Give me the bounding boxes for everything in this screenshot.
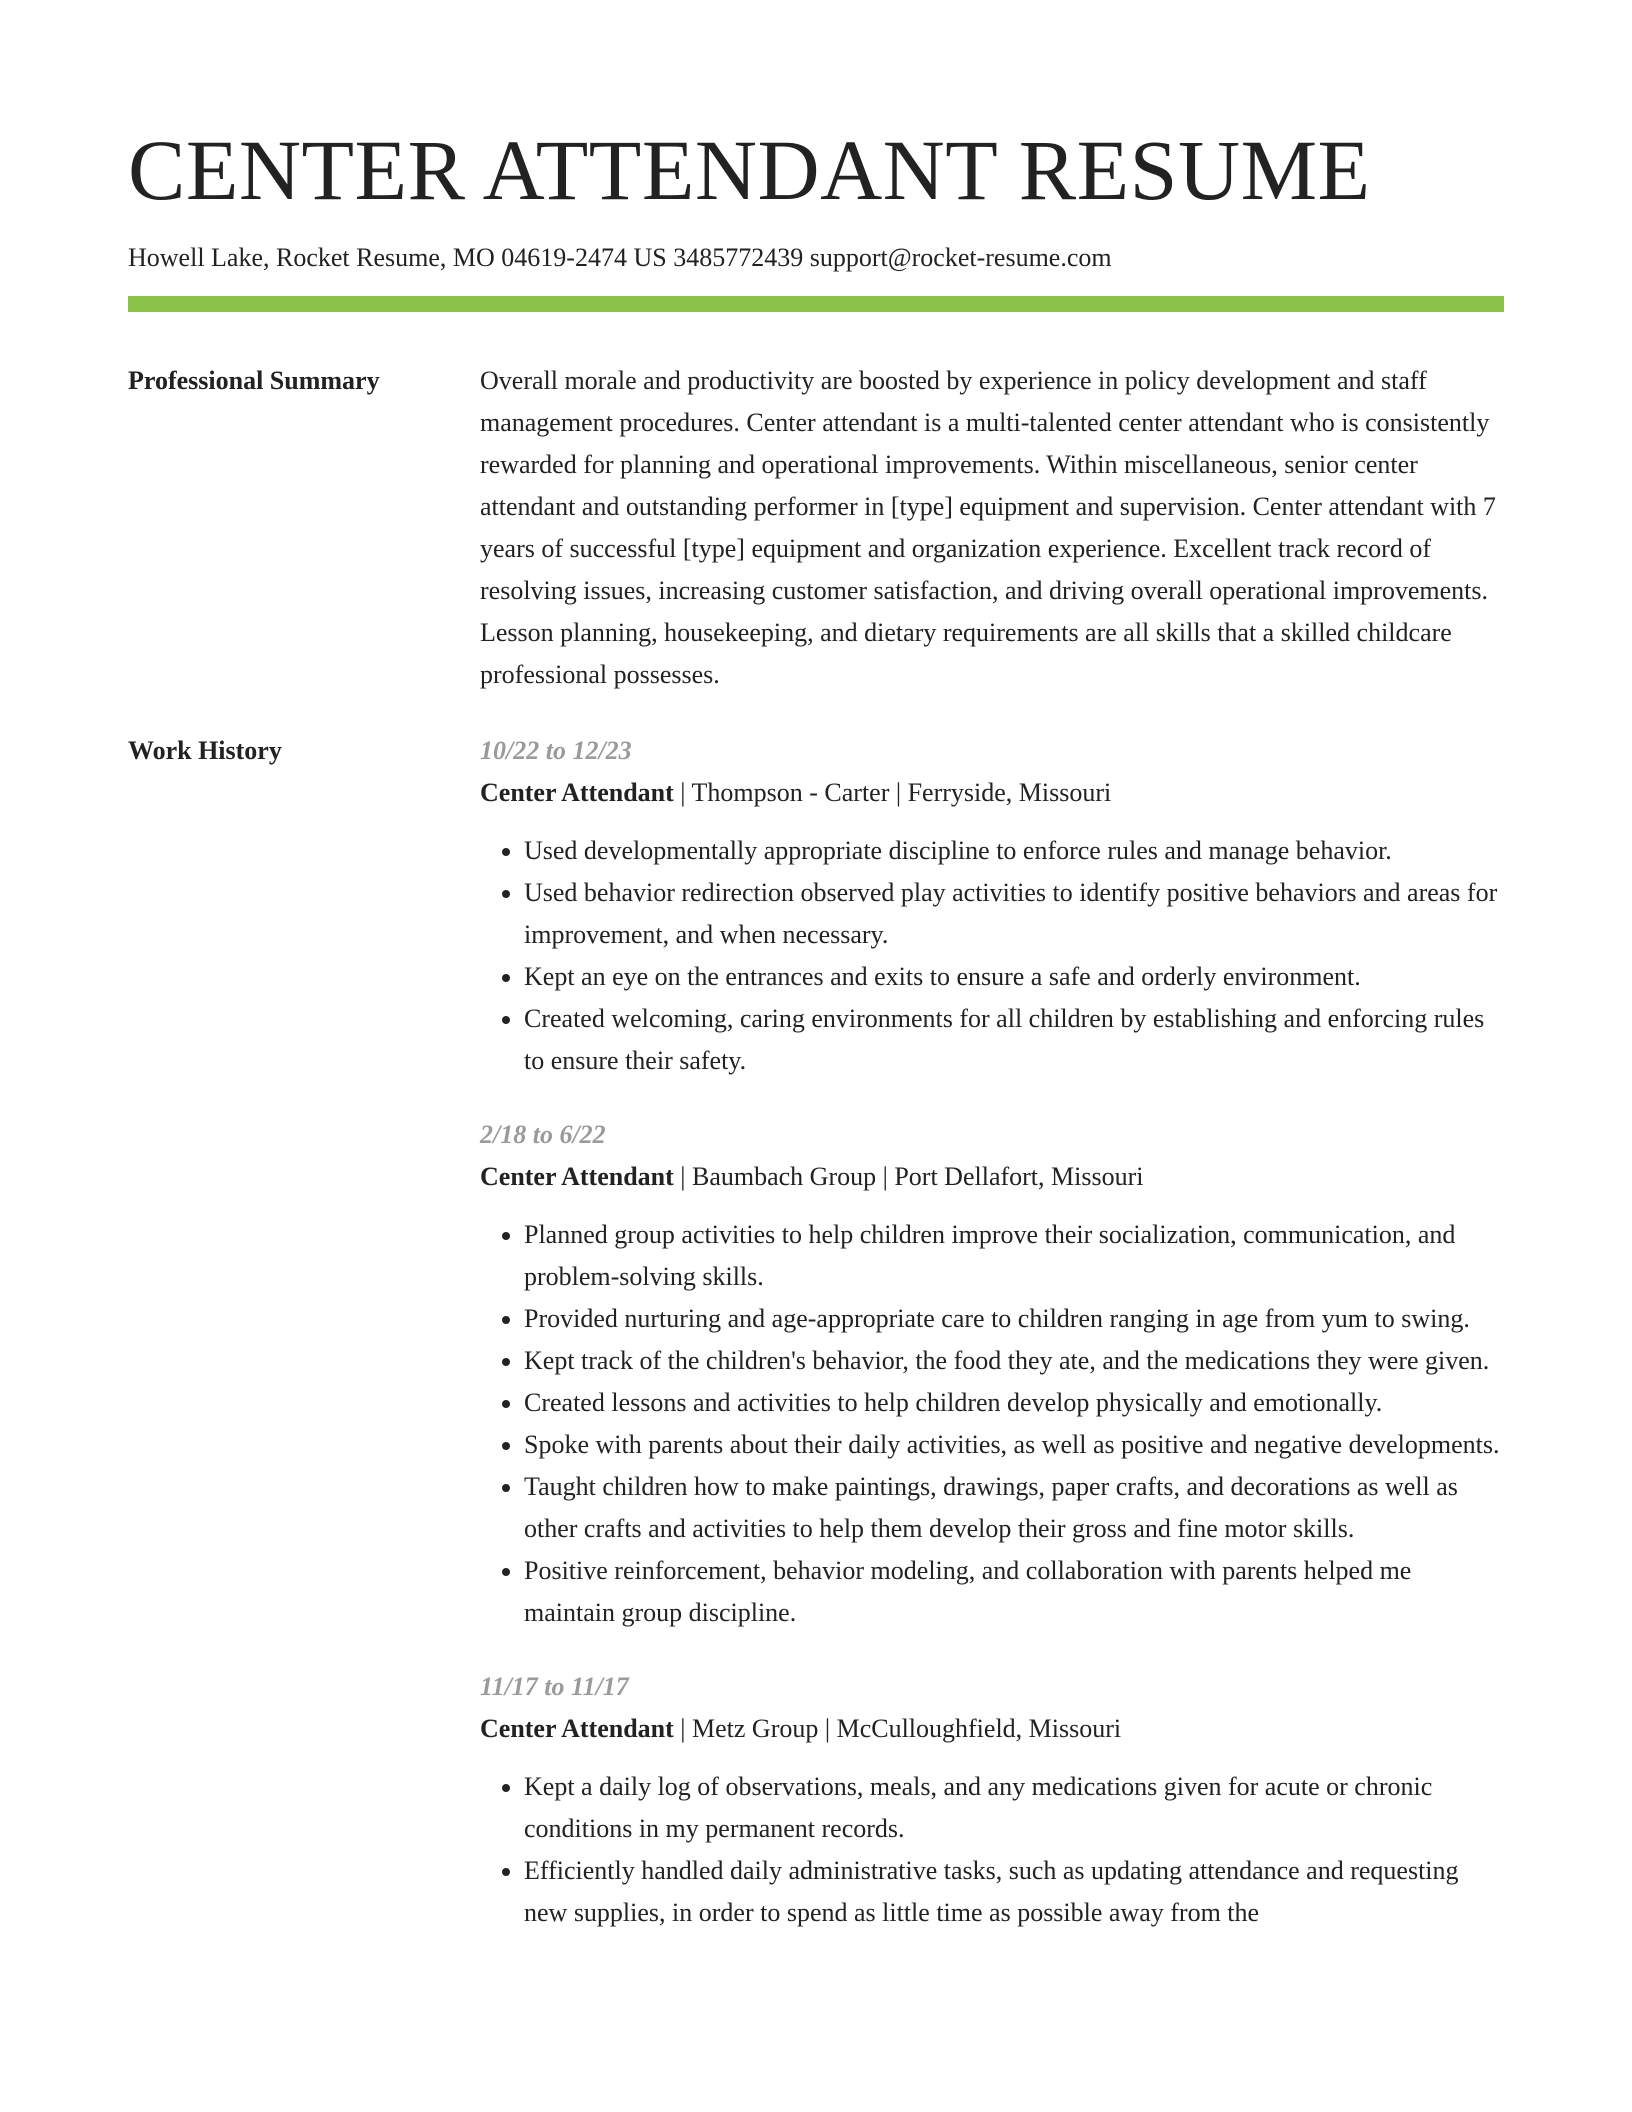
job-title: Center Attendant bbox=[480, 1162, 674, 1191]
job-bullet: • Created welcoming, caring environments for all children by establishing and enforcing rules to ensure their safety. bbox=[524, 998, 1504, 1082]
work-history-heading: Work History bbox=[128, 736, 282, 765]
job-bullet: • Provided nurturing and age-appropriate care to children ranging in age from yum to swing. bbox=[524, 1298, 1504, 1340]
job-bullet: • Kept an eye on the entrances and exits to ensure a safe and orderly environment. bbox=[524, 956, 1504, 998]
job-separator: | bbox=[818, 1714, 837, 1743]
job-dates: 10/22 to 12/23 bbox=[480, 736, 632, 765]
job-bullet: • Used behavior redirection observed play activities to identify positive behaviors and areas for improvement, and when necessary. bbox=[524, 872, 1504, 956]
job-separator: | bbox=[889, 778, 908, 807]
job-bullet: • Efficiently handled daily administrative tasks, such as updating attendance and requesting new supplies, in order to spend as little time as possible away from the bbox=[524, 1850, 1504, 1934]
job-entry bbox=[480, 1114, 1504, 1634]
job-company: Metz Group bbox=[692, 1714, 819, 1743]
job-bullet: • Used developmentally appropriate discipline to enforce rules and manage behavior. bbox=[524, 830, 1504, 872]
job-bullet: • Spoke with parents about their daily activities, as well as positive and negative developments. bbox=[524, 1424, 1504, 1466]
job-bullet: • Created lessons and activities to help children develop physically and emotionally. bbox=[524, 1382, 1504, 1424]
job-entry bbox=[480, 730, 1504, 1082]
job-dates: 2/18 to 6/22 bbox=[480, 1120, 606, 1149]
job-bullet: • Kept track of the children's behavior, the food they ate, and the medications they were given. bbox=[524, 1340, 1504, 1382]
resume-title: CENTER ATTENDANT RESUME bbox=[128, 122, 1371, 218]
job-heading-line bbox=[480, 1156, 1504, 1198]
job-bullet-list bbox=[480, 830, 1504, 1082]
summary-heading: Professional Summary bbox=[128, 366, 380, 395]
job-bullet: • Planned group activities to help children improve their socialization, communication, and problem-solving skills. bbox=[524, 1214, 1504, 1298]
job-separator: | bbox=[673, 1714, 692, 1743]
job-title: Center Attendant bbox=[480, 1714, 674, 1743]
summary-text: Overall morale and productivity are boosted by experience in policy development and staff management procedures. Center attendant is a multi-talented center attendant who is consistently rewarded for planning and operational improvements. Within miscellaneous, senior center attendant and outstanding performer in [type] equipment and supervision. Center attendant with 7 years of successful [type] equipment and organization experience. Excellent track record of resolving issues, increasing customer satisfaction, and driving overall operational improvements. Lesson planning, housekeeping, and dietary requirements are all skills that a skilled childcare professional possesses. bbox=[480, 366, 1496, 689]
job-bullet: • Positive reinforcement, behavior modeling, and collaboration with parents helped me maintain group discipline. bbox=[524, 1550, 1504, 1634]
accent-divider bbox=[128, 296, 1504, 312]
job-bullet: • Taught children how to make paintings, drawings, paper crafts, and decorations as well as other crafts and activities to help them develop their gross and fine motor skills. bbox=[524, 1466, 1504, 1550]
job-company: Baumbach Group bbox=[692, 1162, 877, 1191]
job-heading-line bbox=[480, 772, 1504, 814]
job-bullet: • Kept a daily log of observations, meals, and any medications given for acute or chronic conditions in my permanent records. bbox=[524, 1766, 1504, 1850]
job-separator: | bbox=[673, 778, 692, 807]
job-location: McCulloughfield, Missouri bbox=[836, 1714, 1122, 1743]
job-location: Ferryside, Missouri bbox=[907, 778, 1112, 807]
job-dates: 11/17 to 11/17 bbox=[480, 1672, 629, 1701]
job-title: Center Attendant bbox=[480, 778, 674, 807]
job-location: Port Dellafort, Missouri bbox=[894, 1162, 1144, 1191]
job-entry bbox=[480, 1666, 1504, 1934]
job-list bbox=[480, 730, 1504, 1934]
work-history-section bbox=[128, 730, 1504, 1934]
summary-section bbox=[128, 360, 1504, 696]
job-company: Thompson - Carter bbox=[691, 778, 890, 807]
job-separator: | bbox=[876, 1162, 895, 1191]
resume-page bbox=[128, 0, 1504, 1934]
job-bullet-list bbox=[480, 1214, 1504, 1634]
job-bullet-list bbox=[480, 1766, 1504, 1934]
job-separator: | bbox=[673, 1162, 692, 1191]
job-heading-line bbox=[480, 1708, 1504, 1750]
contact-line: Howell Lake, Rocket Resume, MO 04619-2474 US 3485772439 support@rocket-resume.com bbox=[128, 243, 1112, 272]
